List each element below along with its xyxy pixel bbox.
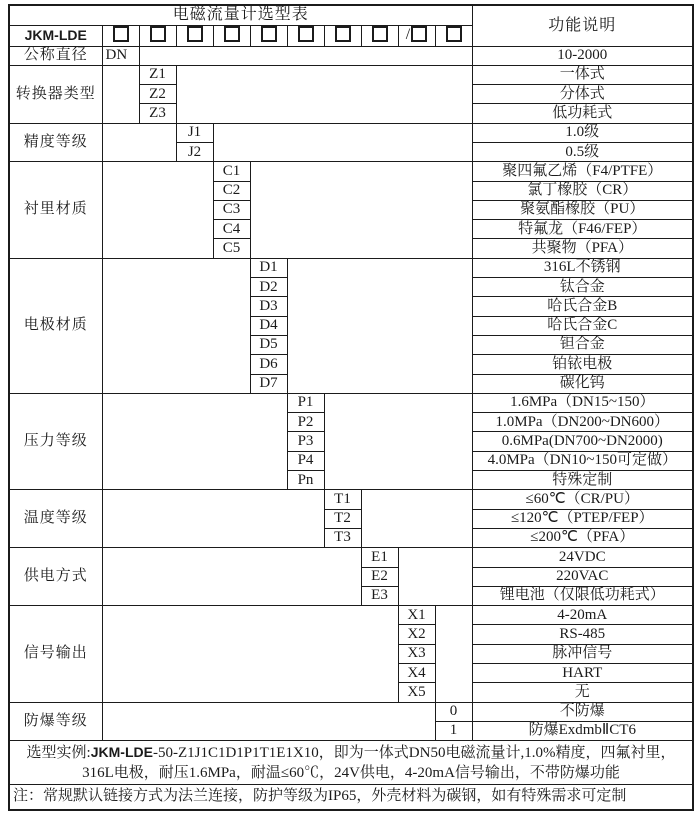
spacer-cell	[102, 490, 324, 548]
code-cell: T3	[324, 528, 361, 547]
spacer-cell	[102, 606, 398, 702]
code-cell: D2	[250, 278, 287, 297]
checkbox-icon	[446, 26, 462, 42]
example-model: JKM-LDE	[90, 744, 153, 761]
code-cell: P1	[287, 393, 324, 412]
code-cell: D1	[250, 258, 287, 277]
example-text-line1: -50-Z1J1C1D1P1T1E1X10，即为一体式DN50电磁流量计,1.0%精度，四氟衬里，	[152, 745, 676, 762]
spacer-cell	[102, 393, 287, 489]
code-cell: X2	[398, 625, 435, 644]
category-electrode-material: 电极材质	[9, 258, 102, 393]
code-cell: 1	[435, 721, 472, 740]
code-cell: X1	[398, 606, 435, 625]
code-cell: E3	[361, 586, 398, 605]
function-description-header: 功能说明	[472, 5, 693, 46]
desc-cell: 聚四氟乙烯（F4/PTFE）	[472, 162, 693, 181]
desc-cell: 220VAC	[472, 567, 693, 586]
desc-cell: 0.5级	[472, 142, 693, 161]
code-cell: J2	[176, 142, 213, 161]
code-box-cell	[361, 25, 398, 46]
table-title: 电磁流量计选型表	[9, 5, 472, 25]
desc-cell: 24VDC	[472, 548, 693, 567]
code-box-cell	[287, 25, 324, 46]
spacer-cell	[287, 258, 472, 393]
desc-cell: 1.0级	[472, 123, 693, 142]
desc-cell: 分体式	[472, 85, 693, 104]
code-cell: C1	[213, 162, 250, 181]
desc-cell: 铂铱电极	[472, 355, 693, 374]
code-cell: X4	[398, 664, 435, 683]
example-label: 选型实例:	[26, 745, 91, 762]
desc-cell: 锂电池（仅限低功耗式）	[472, 586, 693, 605]
desc-cell: 哈氏合金C	[472, 316, 693, 335]
desc-cell: 不防爆	[472, 702, 693, 721]
checkbox-icon	[187, 26, 203, 42]
category-nominal-diameter: 公称直径	[9, 46, 102, 65]
desc-cell: 316L不锈钢	[472, 258, 693, 277]
desc-cell: 特氟龙（F46/FEP）	[472, 220, 693, 239]
desc-cell: 共聚物（PFA）	[472, 239, 693, 258]
example-text-line2: 316L电极，耐压1.6MPa，耐温≤60℃，24V供电，4-20mA信号输出，不带防爆功能	[82, 765, 620, 782]
checkbox-icon	[261, 26, 277, 42]
code-box-cell	[324, 25, 361, 46]
desc-cell: 4-20mA	[472, 606, 693, 625]
code-cell: D7	[250, 374, 287, 393]
desc-cell: 碳化钨	[472, 374, 693, 393]
code-box-cell	[213, 25, 250, 46]
checkbox-icon	[372, 26, 388, 42]
category-accuracy-class: 精度等级	[9, 123, 102, 162]
desc-cell: 1.0MPa（DN200~DN600）	[472, 413, 693, 432]
desc-cell: ≤120℃（PTEP/FEP）	[472, 509, 693, 528]
spacer-cell	[176, 65, 472, 123]
desc-cell: 4.0MPa（DN10~150可定做）	[472, 451, 693, 470]
checkbox-icon	[150, 26, 166, 42]
spacer-cell	[102, 258, 250, 393]
spacer-cell	[361, 490, 472, 548]
checkbox-icon	[224, 26, 240, 42]
desc-cell: ≤60℃（CR/PU）	[472, 490, 693, 509]
spacer-cell	[102, 702, 435, 741]
checkbox-icon	[335, 26, 351, 42]
code-cell: 0	[435, 702, 472, 721]
desc-cell: 氯丁橡胶（CR）	[472, 181, 693, 200]
desc-cell: 聚氨酯橡胶（PU）	[472, 200, 693, 219]
category-explosion-proof-grade: 防爆等级	[9, 702, 102, 741]
code-cell: Z1	[139, 65, 176, 84]
code-cell: T1	[324, 490, 361, 509]
code-box-cell	[398, 25, 435, 46]
desc-cell: 一体式	[472, 65, 693, 84]
selection-table	[8, 4, 694, 811]
desc-cell: 钛合金	[472, 278, 693, 297]
code-cell: D3	[250, 297, 287, 316]
spacer-cell	[213, 123, 472, 162]
code-cell: P4	[287, 451, 324, 470]
code-cell: C5	[213, 239, 250, 258]
code-cell: C2	[213, 181, 250, 200]
category-pressure-rating: 压力等级	[9, 393, 102, 489]
code-cell: C4	[213, 220, 250, 239]
spacer-cell	[102, 65, 139, 123]
code-cell: DN	[102, 46, 139, 65]
desc-cell: ≤200℃（PFA）	[472, 528, 693, 547]
spacer-cell	[250, 162, 472, 258]
desc-cell: 0.6MPa(DN700~DN2000)	[472, 432, 693, 451]
spacer-cell	[435, 606, 472, 702]
category-temperature-rating: 温度等级	[9, 490, 102, 548]
spacer-cell	[398, 548, 472, 606]
spacer-cell	[324, 393, 472, 489]
spacer-cell	[102, 162, 213, 258]
desc-cell: 哈氏合金B	[472, 297, 693, 316]
code-cell: X3	[398, 644, 435, 663]
checkbox-icon	[298, 26, 314, 42]
desc-cell: 10-2000	[472, 46, 693, 65]
category-converter-type: 转换器类型	[9, 65, 102, 123]
desc-cell: HART	[472, 664, 693, 683]
code-cell: T2	[324, 509, 361, 528]
code-cell: Pn	[287, 471, 324, 490]
code-cell: P3	[287, 432, 324, 451]
category-lining-material: 衬里材质	[9, 162, 102, 258]
code-cell: E2	[361, 567, 398, 586]
selection-example	[9, 741, 693, 785]
code-box-cell	[102, 25, 139, 46]
code-cell: X5	[398, 683, 435, 702]
checkbox-icon	[411, 26, 427, 42]
desc-cell: 脉冲信号	[472, 644, 693, 663]
desc-cell: 无	[472, 683, 693, 702]
code-cell: C3	[213, 200, 250, 219]
slash-separator: /	[405, 26, 411, 44]
code-box-cell	[435, 25, 472, 46]
spacer-cell	[102, 123, 176, 162]
code-cell: Z3	[139, 104, 176, 123]
code-cell: Z2	[139, 85, 176, 104]
desc-cell: 防爆ExdmbⅡCT6	[472, 721, 693, 740]
category-signal-output: 信号输出	[9, 606, 102, 702]
desc-cell: 特殊定制	[472, 471, 693, 490]
code-box-cell	[139, 25, 176, 46]
code-box-cell	[250, 25, 287, 46]
desc-cell: RS-485	[472, 625, 693, 644]
code-cell: J1	[176, 123, 213, 142]
model-prefix: JKM-LDE	[9, 25, 102, 46]
spacer-cell	[139, 46, 472, 65]
checkbox-icon	[113, 26, 129, 42]
code-cell: P2	[287, 413, 324, 432]
category-power-supply: 供电方式	[9, 548, 102, 606]
code-cell: D6	[250, 355, 287, 374]
desc-cell: 低功耗式	[472, 104, 693, 123]
code-cell: D4	[250, 316, 287, 335]
desc-cell: 钽合金	[472, 335, 693, 354]
default-config-note: 注：常规默认链接方式为法兰连接，防护等级为IP65，外壳材料为碳钢，如有特殊需求可定制	[9, 785, 693, 810]
code-box-cell	[176, 25, 213, 46]
spacer-cell	[102, 548, 361, 606]
code-cell: D5	[250, 335, 287, 354]
code-cell: E1	[361, 548, 398, 567]
desc-cell: 1.6MPa（DN15~150）	[472, 393, 693, 412]
